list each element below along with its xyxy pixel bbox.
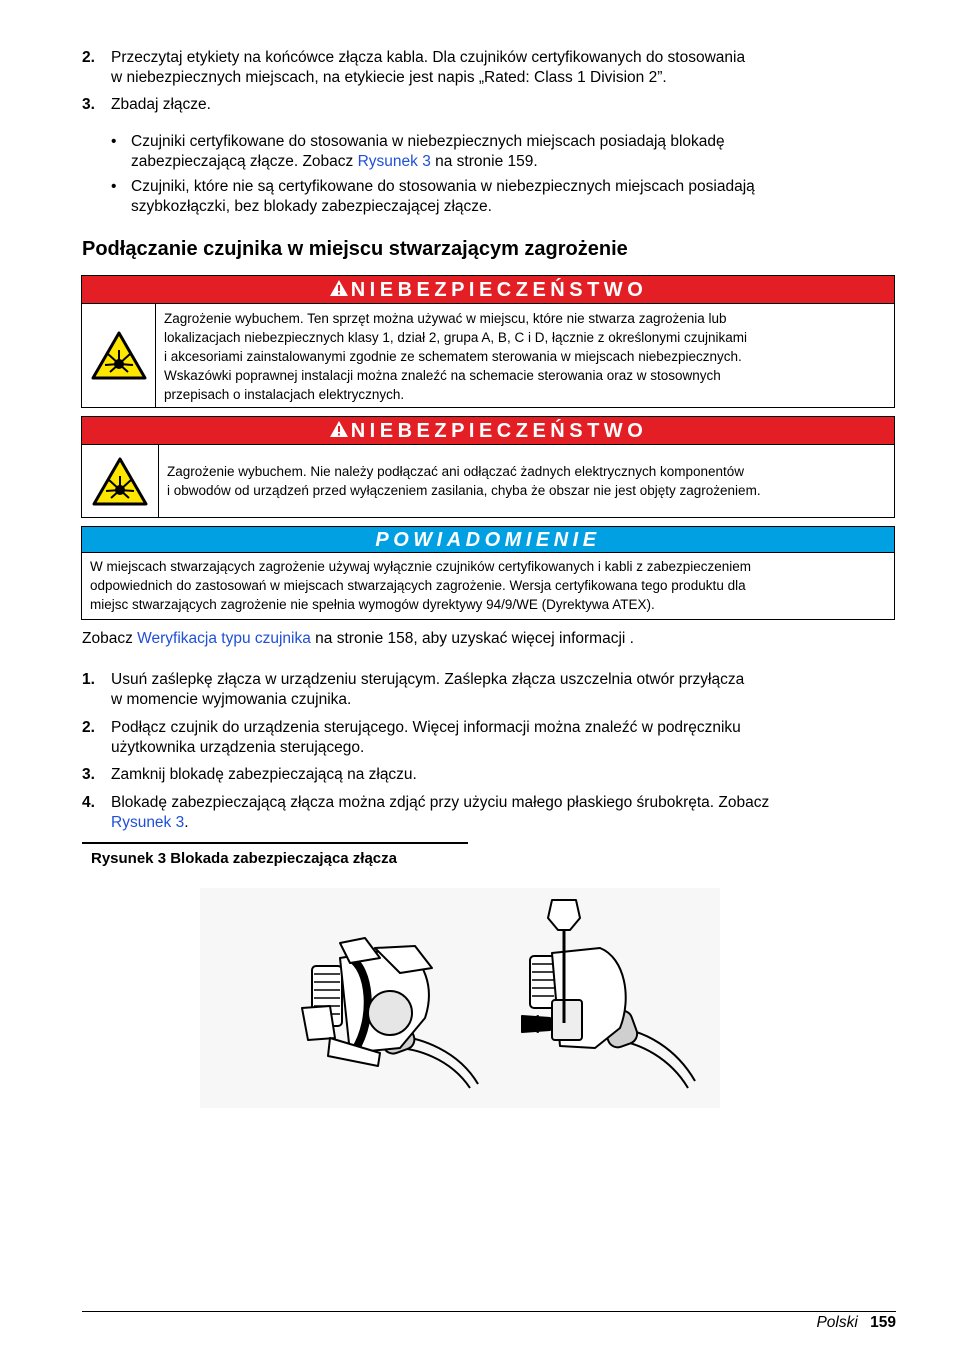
- step-text: Zbadaj złącze.: [111, 96, 211, 113]
- sensor-type-link[interactable]: Weryfikacja typu czujnika: [137, 630, 311, 647]
- step-text: w momencie wyjmowania czujnika.: [111, 691, 352, 708]
- section-title: Podłączanie czujnika w miejscu stwarzającym zagrożenie: [82, 238, 628, 260]
- figure-link[interactable]: Rysunek 3: [111, 814, 185, 831]
- footer-rule: [82, 1311, 896, 1312]
- danger-box-explosion-2: [81, 416, 895, 518]
- step-text: Blokadę zabezpieczającą złącza można zdjąć przy użyciu małego płaskiego śrubokręta. Zobacz: [111, 794, 770, 811]
- danger-header: NIEBEZPIECZEŃSTWO: [82, 417, 894, 445]
- bullet-text: szybkozłączki, bez blokady zabezpieczającej złącze.: [131, 198, 492, 215]
- step-number: 3.: [82, 96, 95, 113]
- step-text: użytkownika urządzenia sterującego.: [111, 739, 365, 756]
- explosion-hazard-icon: [82, 445, 159, 518]
- danger-header: NIEBEZPIECZEŃSTWO: [82, 276, 894, 304]
- step-number: 2.: [82, 719, 95, 736]
- page-number: 159: [870, 1314, 896, 1331]
- danger-text: Zagrożenie wybuchem. Ten sprzęt można używać w miejscu, które nie stwarza zagrożenia lub lokalizacjach niebezpiecznych klasy 1, dział 2, grupa A, B, C i D, łącznie z określonymi czujnikami i akcesoriami zainstalowanymi zgodnie ze schematem sterowania w miejscach niebezpiecznych. Wskazówki poprawnej instalacji można znaleźć na schemacie sterowania oraz w stosownych przepisach o instalacjach elektrycznych.: [164, 311, 748, 402]
- step-number: 1.: [82, 671, 95, 688]
- see-more-text: Zobacz Weryfikacja typu czujnika na stronie 158, aby uzyskać więcej informacji .: [82, 630, 634, 647]
- bullet-symbol: •: [111, 178, 117, 195]
- notice-header: POWIADOMIENIE: [82, 527, 894, 553]
- warning-triangle-icon: [329, 279, 349, 297]
- danger-text: Zagrożenie wybuchem. Nie należy podłączać ani odłączać żadnych elektrycznych komponentów i obwodów od urządzeń przed wyłączeniem zasilania, chyba że obszar nie jest objęty zagrożeniem.: [167, 464, 761, 498]
- step-text: Podłącz czujnik do urządzenia sterującego. Więcej informacji można znaleźć w podręczniku: [111, 719, 741, 736]
- notice-text: W miejscach stwarzających zagrożenie używaj wyłącznie czujników certyfikowanych i kabli z zabezpieczeniem odpowiednich do zastosowań w miejscach stwarzających zagrożenie. Wersja certyfikowana tego produktu dla miejsc stwarzających zagrożenie nie spełnia wymogów dyrektywy 94/9/WE (Dyrektywa ATEX).: [90, 559, 752, 612]
- step-text: Zamknij blokadę zabezpieczającą na złączu.: [111, 766, 417, 783]
- page-footer: [816, 1313, 896, 1333]
- step-text: Usuń zaślepkę złącza w urządzeniu sterującym. Zaślepka złącza uszczelnia otwór przyłącza: [111, 671, 745, 688]
- bullet-symbol: •: [111, 133, 117, 150]
- bullet-text: Czujniki, które nie są certyfikowane do stosowania w niebezpiecznych miejscach posiadają: [131, 178, 755, 195]
- notice-box: [81, 526, 895, 620]
- step-number: 3.: [82, 766, 95, 783]
- figure-rule: [82, 842, 468, 844]
- warning-triangle-icon: [329, 420, 349, 438]
- step-text: Przeczytaj etykiety na końcówce złącza kabla. Dla czujników certyfikowanych do stosowania: [111, 49, 746, 66]
- explosion-hazard-icon: [82, 304, 156, 408]
- step-number: 2.: [82, 49, 95, 66]
- figure-caption: Rysunek 3 Blokada zabezpieczająca złącza: [91, 850, 397, 867]
- bullet-text: zabezpieczającą złącze. Zobacz Rysunek 3 na stronie 159.: [131, 153, 538, 170]
- bullet-text: Czujniki certyfikowane do stosowania w niebezpiecznych miejscach posiadają blokadę: [131, 133, 725, 150]
- figure-link[interactable]: Rysunek 3: [357, 153, 431, 170]
- step-number: 4.: [82, 794, 95, 811]
- danger-box-explosion-1: [81, 275, 895, 408]
- step-text: w niebezpiecznych miejscach, na etykiecie jest napis „Rated: Class 1 Division 2”.: [111, 69, 667, 86]
- footer-language: Polski: [816, 1314, 858, 1331]
- connector-lock-illustration: [200, 888, 720, 1108]
- step-text: Rysunek 3.: [111, 814, 189, 831]
